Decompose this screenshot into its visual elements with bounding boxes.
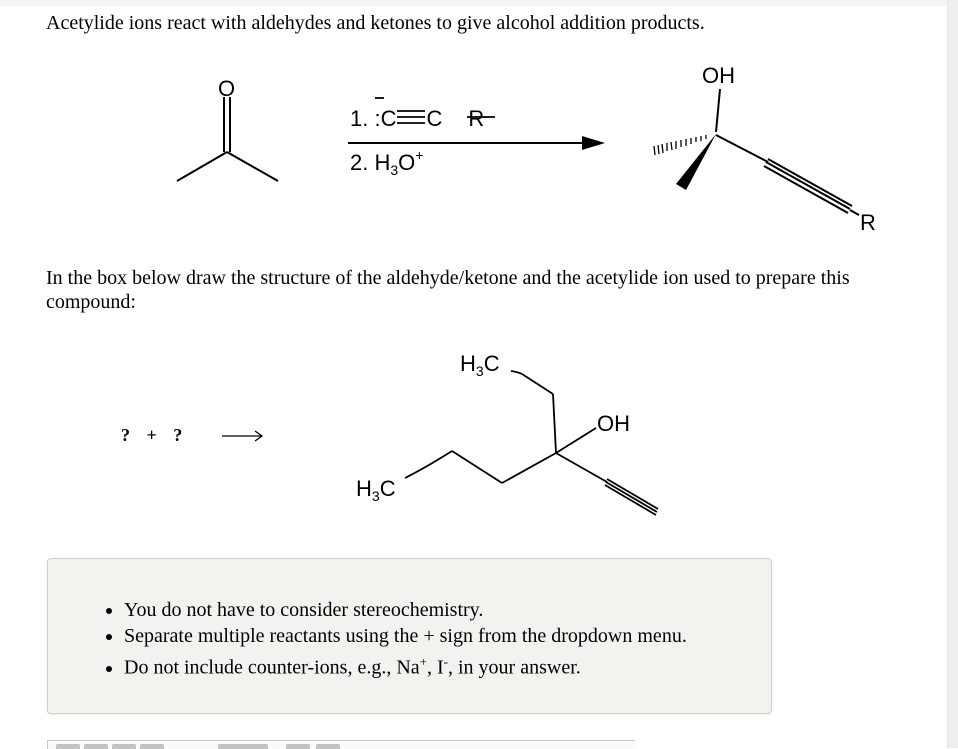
toolbar-button[interactable] [56,744,80,749]
wedge-bond [676,134,716,190]
hint-list [48,597,687,681]
toolbar-button[interactable] [112,744,136,749]
reactant-ketone [177,97,278,181]
reagent-step2-label: 2. $H_3O^+$ [350,147,424,178]
reagent-step1-label: 1. :C C R [350,106,485,131]
target-structure [405,371,658,515]
answer-reactants[interactable] [121,425,183,446]
hint-box [47,558,772,714]
answer-plus: + [146,425,158,445]
hint-item-3: • Do not include counter-ions, e.g., Na+, I-, in your answer. [124,649,687,681]
product-oh-label: OH [702,63,735,88]
toolbar-button[interactable] [218,744,268,749]
product-r-label: R [860,210,876,235]
product-structure [716,89,859,215]
toolbar-button[interactable] [84,744,108,749]
hint-item-1: • You do not have to consider stereochemistry. [124,597,687,623]
reaction-arrow [348,136,605,150]
scrollbar[interactable] [947,0,958,748]
instruction-text: In the box below draw the structure of the aldehyde/ketone and the acetylide ion used to prepare this compound: [46,267,850,313]
toolbar-button[interactable] [286,744,310,749]
hint-item-2: • Separate multiple reactants using the + sign from the dropdown menu. [124,623,687,649]
hash-bond [654,135,706,155]
toolbar-button[interactable] [140,744,164,749]
reactant-oxygen-label: O [218,76,236,101]
toolbar-button[interactable] [316,744,340,749]
target-ch3-left-label: $H_3C$ [356,476,396,504]
answer-reactant-2[interactable]: ? [173,425,184,445]
answer-arrow-icon [222,428,264,444]
target-oh-label: OH [597,411,630,436]
intro-text: Acetylide ions react with aldehydes and ketones to give alcohol addition products. [46,12,705,34]
target-ch3-top-label: $H_3C$ [460,351,500,379]
answer-reactant-1[interactable]: ? [121,425,131,445]
